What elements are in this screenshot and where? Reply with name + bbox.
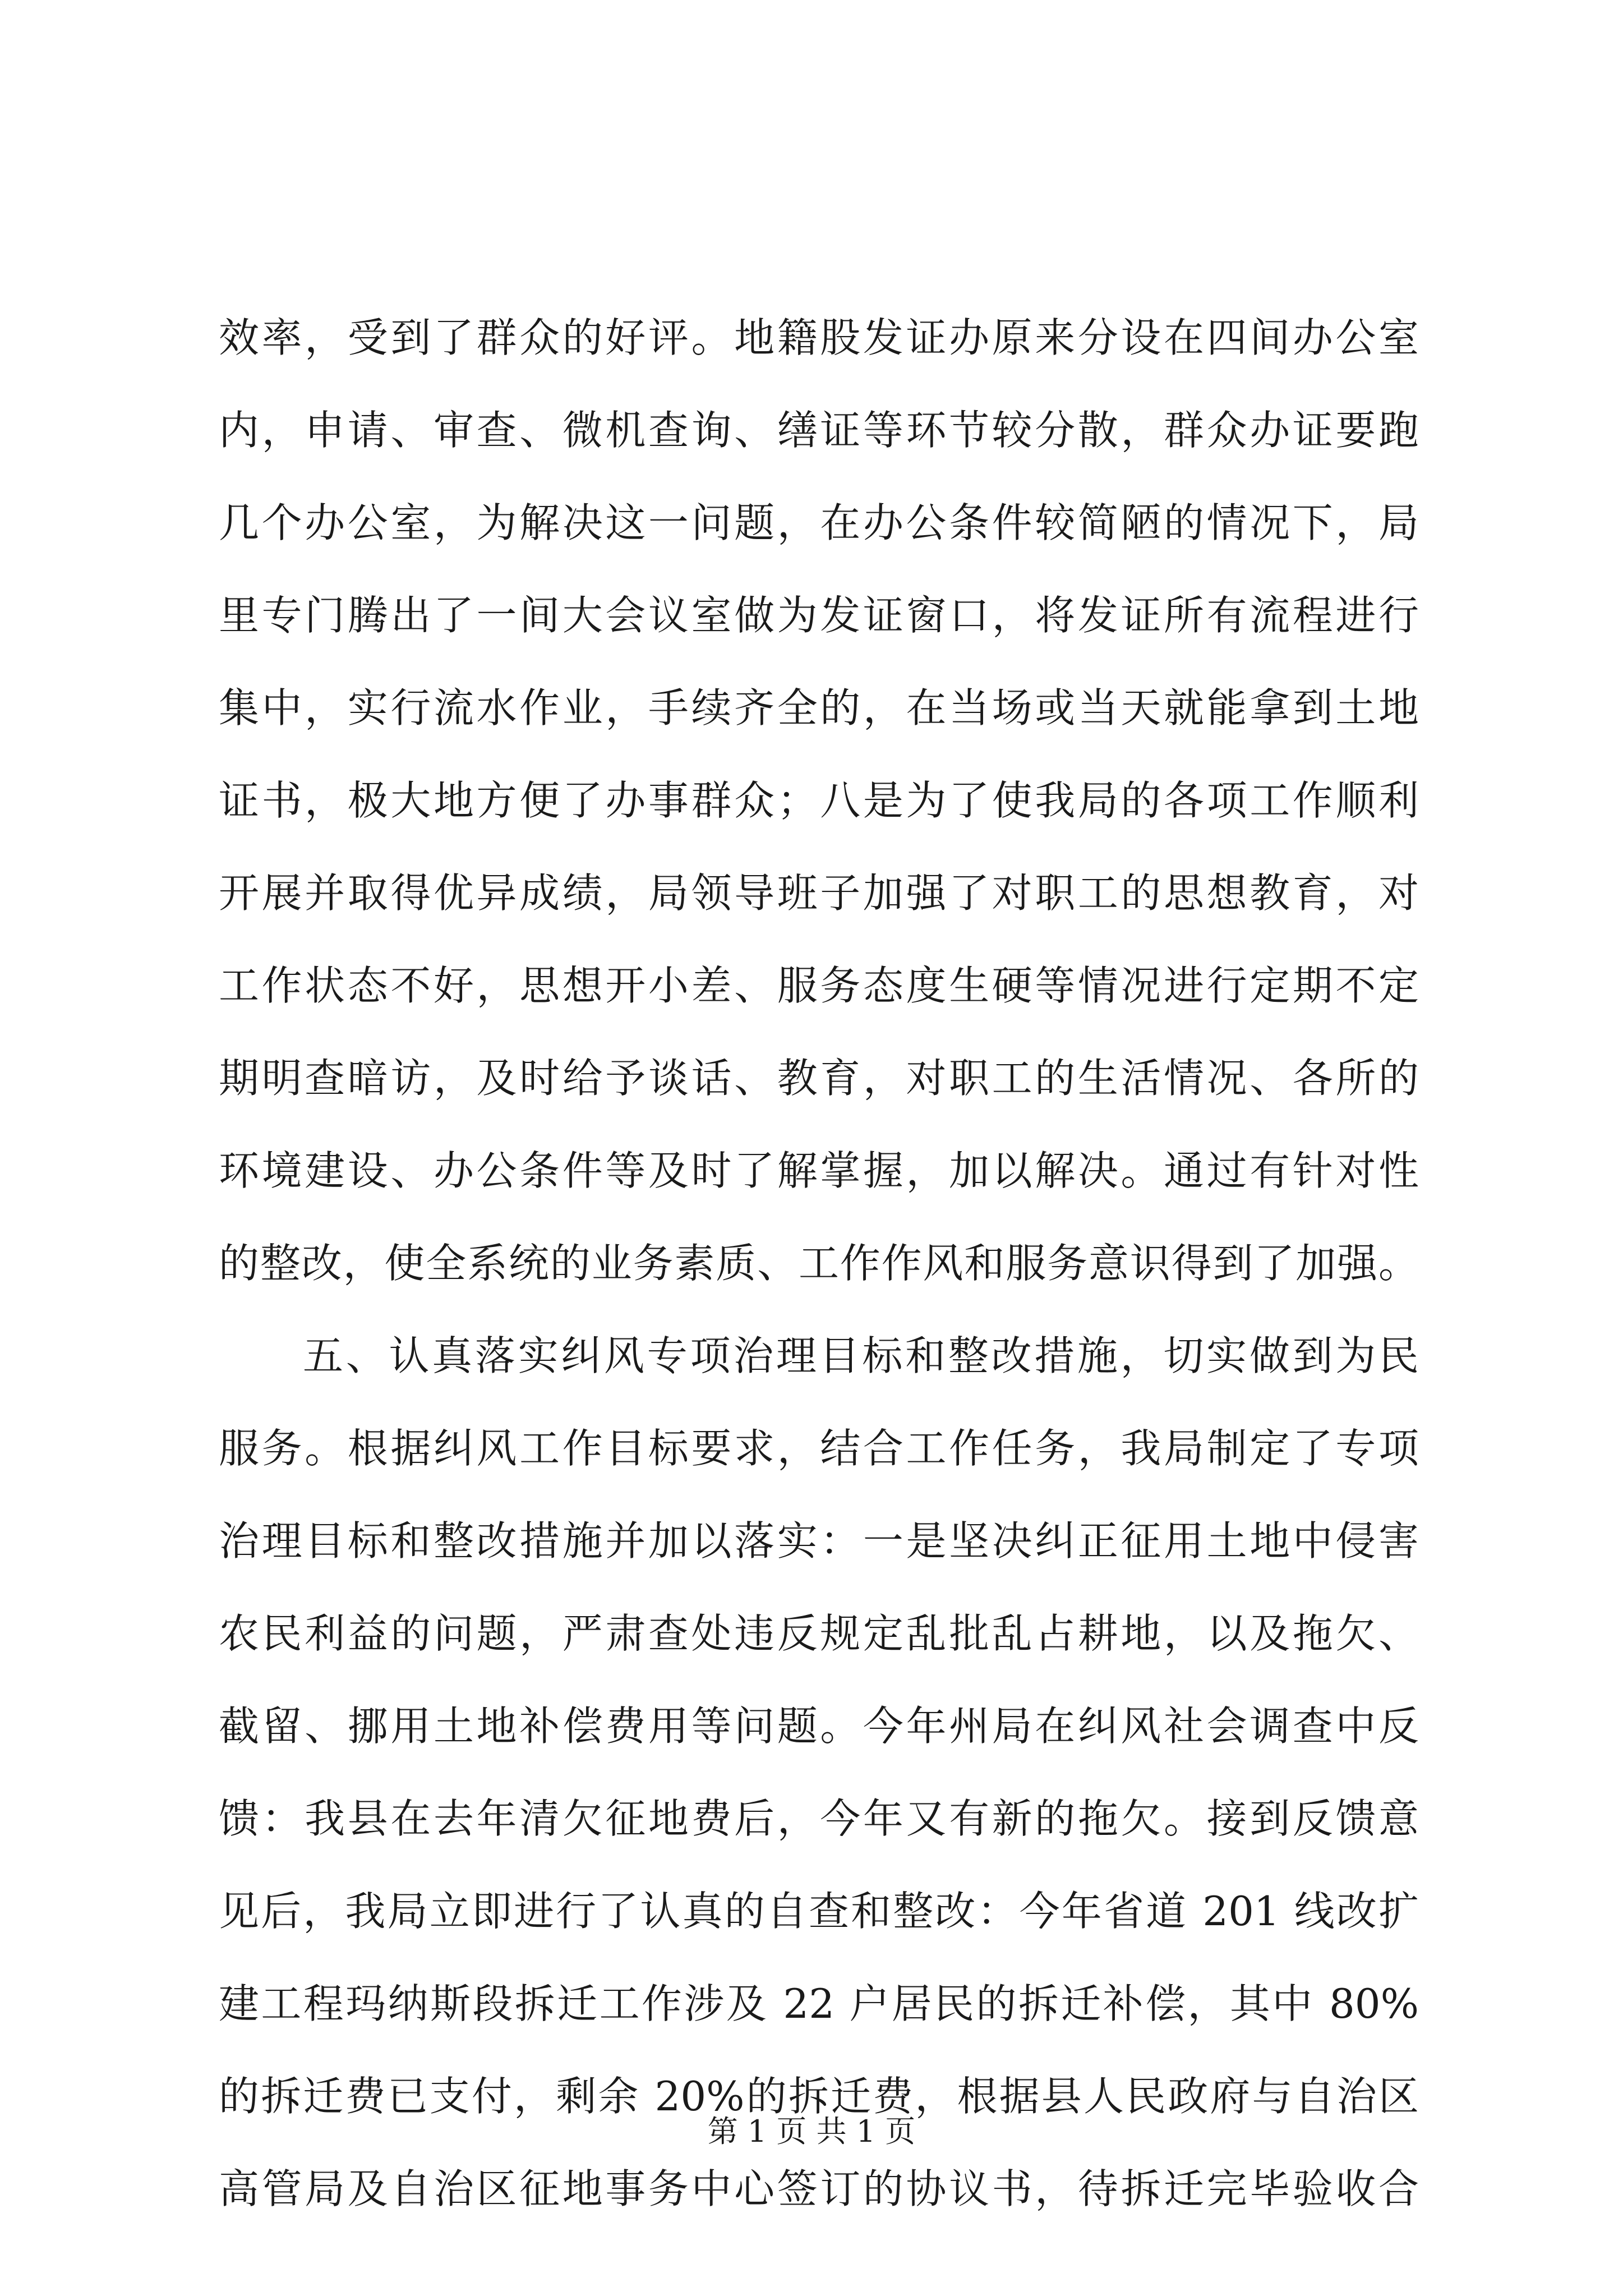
page-footer [0, 2109, 1623, 2154]
text-line-16: 截留、挪用土地补偿费用等问题。今年州局在纠风社会调查中反 [219, 1703, 1419, 1750]
text-line-15: 农民利益的问题，严肃查处违反规定乱批乱占耕地，以及拖欠、 [219, 1610, 1419, 1657]
text-line-8: 工作状态不好，思想开小差、服务态度生硬等情况进行定期不定 [219, 962, 1419, 1009]
text-line-12: 五、认真落实纠风专项治理目标和整改措施，切实做到为民 [303, 1332, 1419, 1379]
body-text [219, 292, 1419, 2235]
text-line-9: 期明查暗访，及时给予谈话、教育，对职工的生活情况、各所的 [219, 1055, 1419, 1102]
text-line-13: 服务。根据纠风工作目标要求，结合工作任务，我局制定了专项 [219, 1425, 1419, 1472]
page-number-label: 第 1 页 共 1 页 [707, 2114, 916, 2149]
text-line-6: 证书，极大地方便了办事群众；八是为了使我局的各项工作顺利 [219, 777, 1419, 824]
text-line-5: 集中，实行流水作业，手续齐全的，在当场或当天就能拿到土地 [219, 684, 1419, 731]
text-line-7: 开展并取得优异成绩，局领导班子加强了对职工的思想教育，对 [219, 869, 1419, 917]
text-line-19: 建工程玛纳斯段拆迁工作涉及 22 户居民的拆迁补偿，其中 80% [219, 1980, 1419, 2027]
text-line-10: 环境建设、办公条件等及时了解掌握，加以解决。通过有针对性 [219, 1147, 1419, 1194]
text-line-1: 效率，受到了群众的好评。地籍股发证办原来分设在四间办公室 [219, 314, 1419, 361]
text-line-14: 治理目标和整改措施并加以落实：一是坚决纠正征用土地中侵害 [219, 1517, 1419, 1565]
text-line-21: 高管局及自治区征地事务中心签订的协议书，待拆迁完毕验收合 [219, 2165, 1419, 2212]
text-line-2: 内，申请、审查、微机查询、缮证等环节较分散，群众办证要跑 [219, 407, 1419, 454]
text-line-18: 见后，我局立即进行了认真的自查和整改：今年省道 201 线改扩 [219, 1888, 1419, 1935]
text-line-11: 的整改，使全系统的业务素质、工作作风和服务意识得到了加强。 [219, 1240, 1419, 1287]
text-line-20: 的拆迁费已支付，剩余 20%的拆迁费，根据县人民政府与自治区 [219, 2073, 1419, 2120]
text-line-4: 里专门腾出了一间大会议室做为发证窗口，将发证所有流程进行 [219, 592, 1419, 639]
text-line-17: 馈：我县在去年清欠征地费后，今年又有新的拖欠。接到反馈意 [219, 1795, 1419, 1842]
text-line-3: 几个办公室，为解决这一问题，在办公条件较简陋的情况下，局 [219, 499, 1419, 546]
